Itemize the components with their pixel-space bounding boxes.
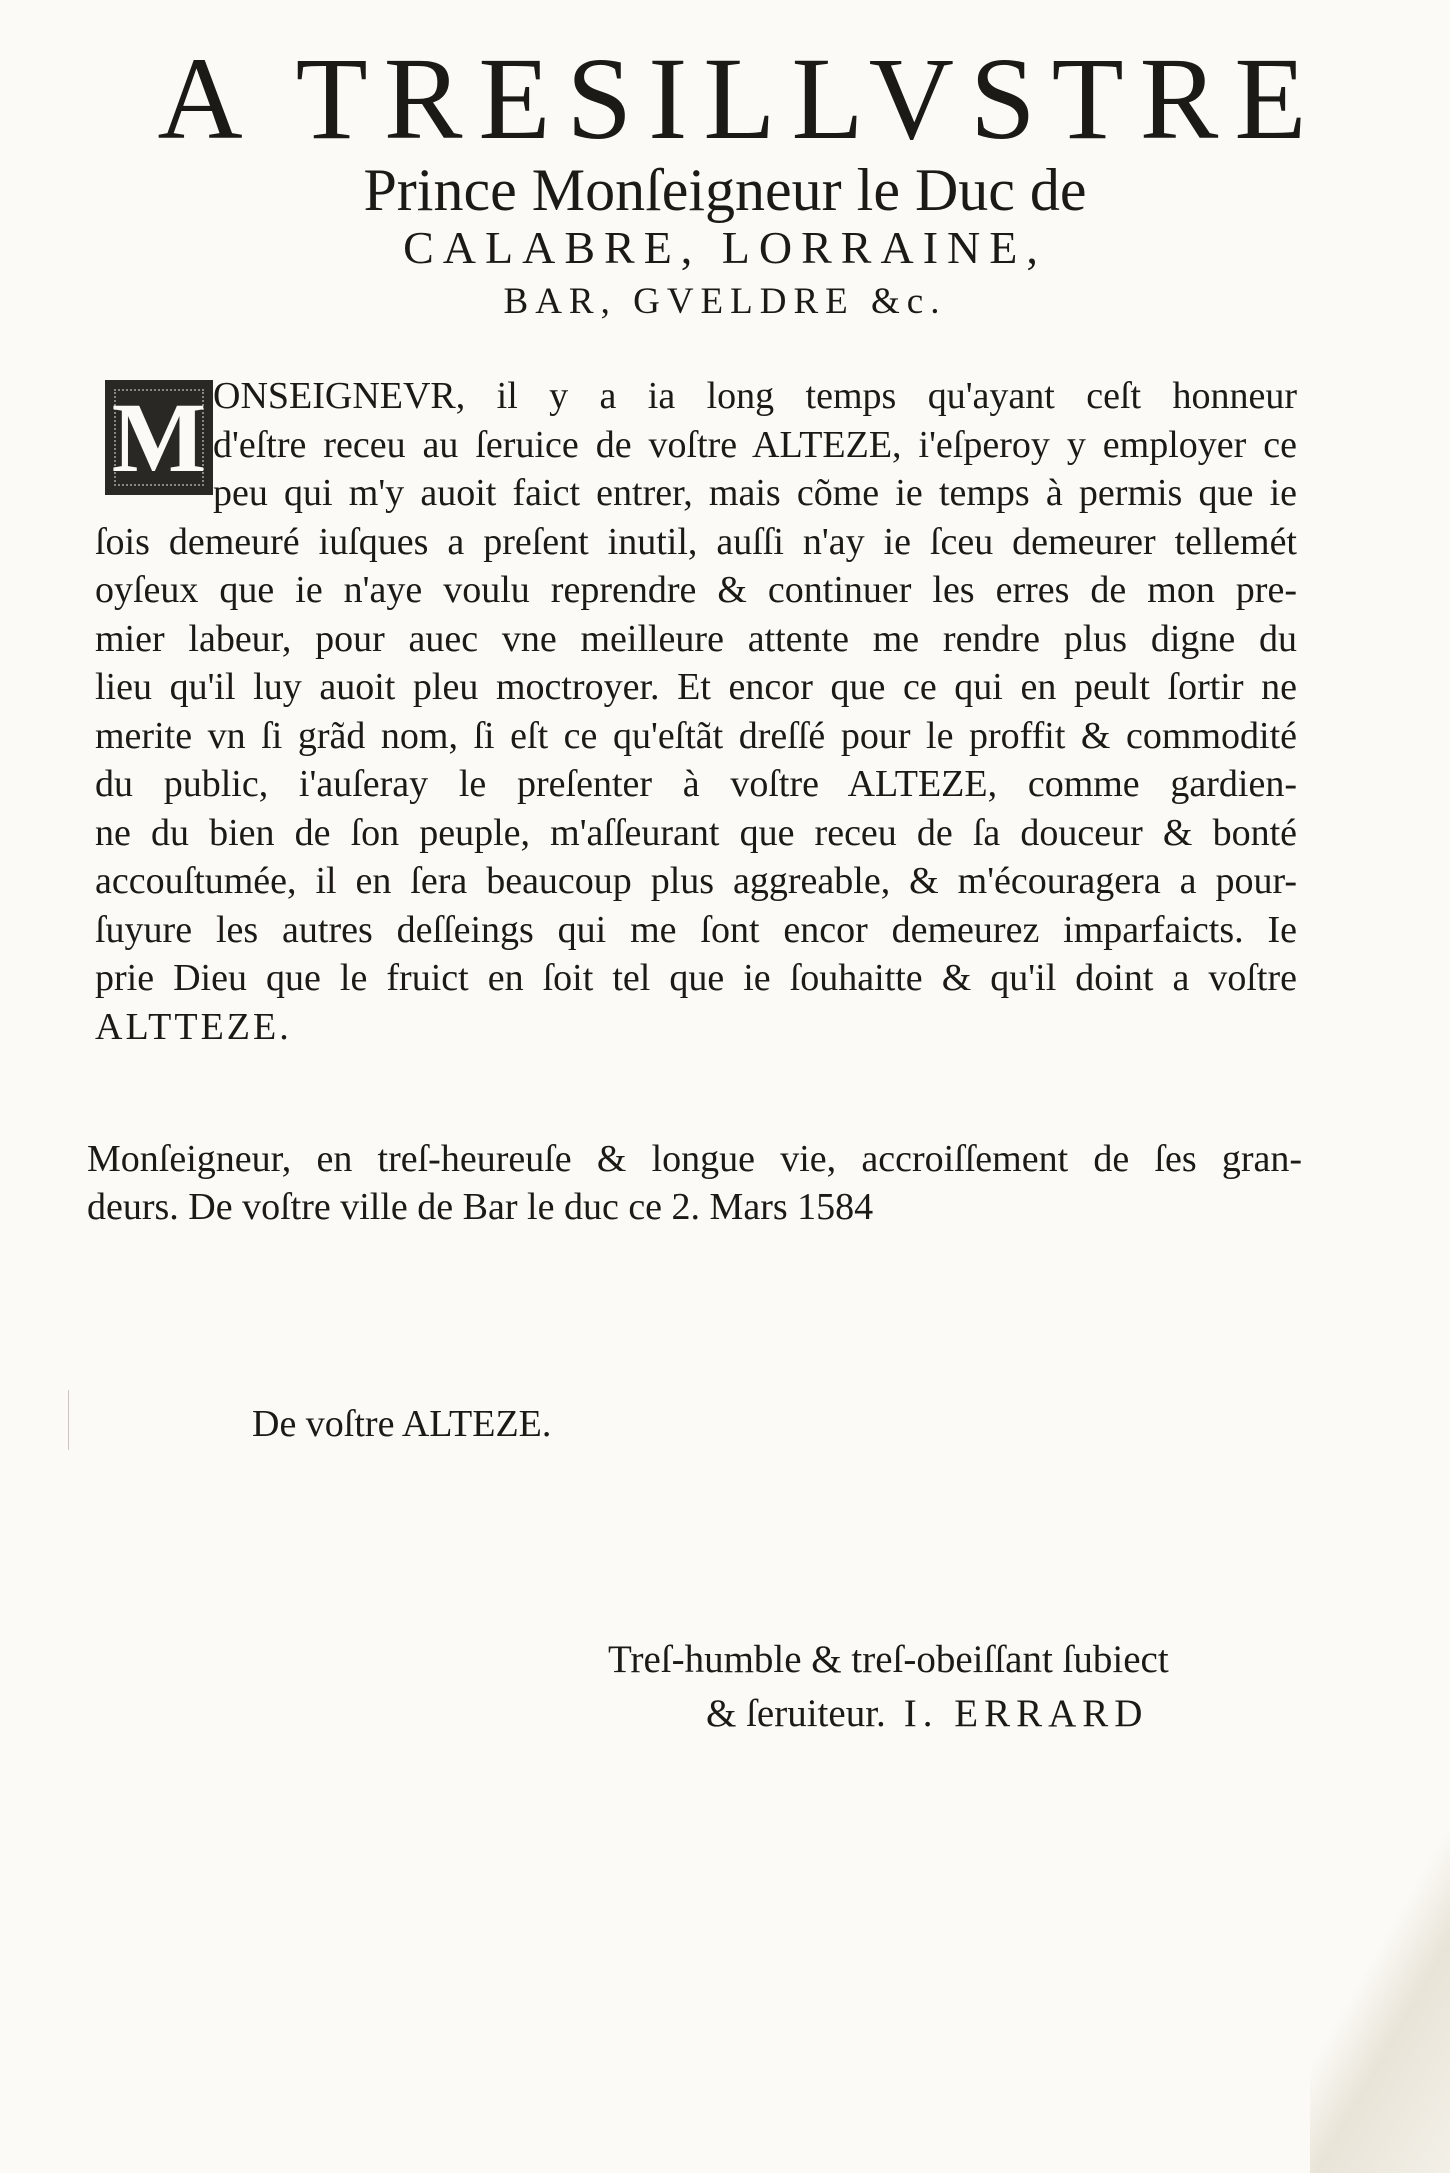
body-line: ſuyure les autres deſſeings qui me ſont encor demeurez imparfaicts. Ie — [95, 908, 1297, 951]
closing-paragraph — [87, 1135, 1302, 1231]
signature-line-1: Treſ-humble & treſ-obeiſſant ſubiect — [608, 1638, 1169, 1681]
closing-line: Monſeigneur, en treſ-heureuſe & longue vie, accroiſſement de ſes gran- — [87, 1138, 1302, 1180]
body-line: lieu qu'il luy auoit pleu moctroyer. Et encor que ce qui en peult ſortir ne — [95, 666, 1297, 708]
dedication-body — [95, 372, 1297, 1051]
body-line: mier labeur, pour auec vne meilleure attente me rendre plus digne du — [95, 617, 1297, 660]
body-line: ne du bien de ſon peuple, m'aſſeurant que receu de ſa douceur & bonté — [95, 811, 1297, 854]
paper-stain — [1310, 1833, 1450, 2173]
body-line: ONSEIGNEVR, il y a ia long temps qu'ayant ceſt honneur — [213, 375, 1297, 417]
body-line: ſois demeuré iuſques a preſent inutil, auſſi n'ay ie ſceu demeurer tellemét — [95, 520, 1297, 563]
decorated-initial: M — [105, 380, 213, 495]
title-line-3: CALABRE, LORRAINE, — [403, 222, 1047, 273]
signature-servant: & ſeruiteur. — [706, 1692, 886, 1735]
title-line-1: A TRESILLVSTRE — [157, 33, 1323, 164]
title-line-2: Prince Monſeigneur le Duc de — [363, 157, 1087, 223]
body-line: merite vn ſi grãd nom, ſi eſt ce qu'eſtãt dreſſé pour le proffit & commodité — [95, 714, 1297, 757]
signature-line-2 — [706, 1691, 1148, 1736]
body-line: ALTTEZE. — [95, 1005, 292, 1048]
body-line: du public, i'auſeray le preſenter à voſtre ALTEZE, comme gardien- — [95, 763, 1297, 805]
margin-rule — [68, 1390, 69, 1450]
body-line: peu qui m'y auoit faict entrer, mais cõme ie temps à permis que ie — [213, 472, 1297, 514]
sign-off: De voſtre ALTEZE. — [252, 1403, 552, 1445]
body-line: oyſeux que ie n'aye voulu reprendre & continuer les erres de mon pre- — [95, 569, 1297, 611]
closing-line: deurs. De voſtre ville de Bar le duc ce 2. Mars 1584 — [87, 1186, 874, 1228]
body-line: accouſtumée, il en ſera beaucoup plus aggreable, & m'écouragera a pour- — [95, 860, 1297, 902]
author-name: I. ERRARD — [903, 1692, 1149, 1735]
title-line-4: BAR, GVELDRE &c. — [503, 281, 947, 322]
body-line: d'eſtre receu au ſeruice de voſtre ALTEZE, i'eſperoy y employer ce — [213, 423, 1297, 466]
body-line: prie Dieu que le fruict en ſoit tel que ie ſouhaitte & qu'il doint a voſtre — [95, 957, 1297, 999]
